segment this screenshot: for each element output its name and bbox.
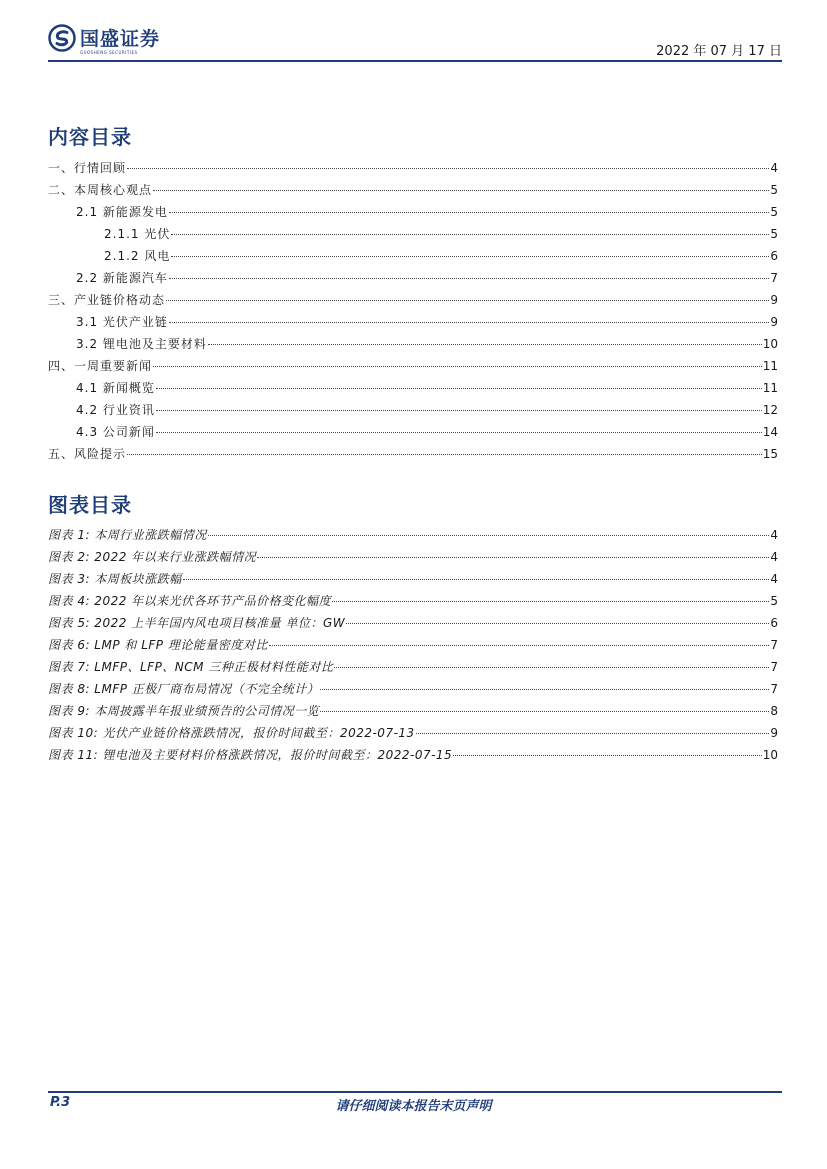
toc-leader — [156, 432, 762, 433]
figure-entry-page: 7 — [770, 682, 778, 696]
figure-entry[interactable] — [48, 612, 778, 634]
toc-entry[interactable] — [48, 179, 778, 201]
figure-entry-label: 图表 9: 本周披露半年报业绩预告的公司情况一览 — [48, 704, 320, 718]
toc-entry-label: 4.2 行业资讯 — [76, 403, 155, 417]
toc-entry-page: 9 — [770, 293, 778, 307]
toc-entry[interactable] — [48, 377, 778, 399]
figure-entry-page: 6 — [770, 616, 778, 630]
toc-entry[interactable] — [48, 399, 778, 421]
toc-entry-page: 14 — [762, 425, 778, 439]
figure-entry-label: 图表 5: 2022 上半年国内风电项目核准量 单位：GW — [48, 616, 346, 630]
figure-entry-page: 7 — [770, 660, 778, 674]
figure-entry-page: 4 — [770, 528, 778, 542]
figure-entry-page: 10 — [762, 748, 778, 762]
figure-entry[interactable] — [48, 524, 778, 546]
toc-leader — [153, 190, 769, 191]
toc-entry-label: 二、本周核心观点 — [48, 183, 153, 197]
figures-list — [48, 524, 778, 766]
figure-entry[interactable] — [48, 590, 778, 612]
toc-leader — [169, 212, 769, 213]
figure-entry-label: 图表 3: 本周板块涨跌幅 — [48, 572, 182, 586]
figure-entry[interactable] — [48, 656, 778, 678]
figure-entry-label: 图表 10: 光伏产业链价格涨跌情况，报价时间截至：2022-07-13 — [48, 726, 415, 740]
figure-entry[interactable] — [48, 678, 778, 700]
toc-entry[interactable] — [48, 443, 778, 465]
figure-entry[interactable] — [48, 722, 778, 744]
toc-entry[interactable] — [48, 245, 778, 267]
toc-entry-label: 3.2 锂电池及主要材料 — [76, 337, 207, 351]
toc-leader — [334, 667, 769, 668]
toc-entry[interactable] — [48, 267, 778, 289]
toc-entry-page: 15 — [762, 447, 778, 461]
contents-list — [48, 157, 778, 465]
toc-entry-label: 四、一周重要新闻 — [48, 359, 153, 373]
toc-leader — [346, 623, 769, 624]
toc-leader — [171, 234, 769, 235]
toc-leader — [257, 557, 769, 558]
toc-leader — [320, 711, 769, 712]
toc-entry-page: 9 — [770, 315, 778, 329]
figure-entry-page: 5 — [770, 594, 778, 608]
figure-entry-label: 图表 8: LMFP 正极厂商布局情况（不完全统计） — [48, 682, 320, 696]
toc-entry-label: 2.1.2 风电 — [104, 249, 171, 263]
figures-title: 图表目录 — [48, 493, 132, 517]
toc-leader — [156, 388, 762, 389]
header-divider — [48, 60, 782, 62]
figure-entry-page: 4 — [770, 550, 778, 564]
toc-leader — [156, 410, 762, 411]
toc-leader — [208, 535, 770, 536]
toc-entry-label: 一、行情回顾 — [48, 161, 127, 175]
toc-entry-page: 5 — [770, 205, 778, 219]
contents-title: 内容目录 — [48, 125, 132, 149]
toc-leader — [332, 601, 769, 602]
brand-subtitle: GUOSHENG SECURITIES — [80, 50, 138, 55]
toc-entry[interactable] — [48, 421, 778, 443]
toc-entry-label: 2.1.1 光伏 — [104, 227, 171, 241]
toc-leader — [166, 300, 769, 301]
toc-entry-label: 4.1 新闻概览 — [76, 381, 155, 395]
toc-leader — [169, 322, 769, 323]
toc-entry[interactable] — [48, 157, 778, 179]
toc-entry-label: 2.1 新能源发电 — [76, 205, 168, 219]
toc-leader — [171, 256, 769, 257]
toc-entry-label: 2.2 新能源汽车 — [76, 271, 168, 285]
page-number: P.3 — [50, 1095, 71, 1110]
toc-leader — [416, 733, 770, 734]
figure-entry-label: 图表 1: 本周行业涨跌幅情况 — [48, 528, 207, 542]
figure-entry[interactable] — [48, 744, 778, 766]
toc-entry-page: 4 — [770, 161, 778, 175]
toc-entry-page: 11 — [762, 381, 778, 395]
toc-leader — [169, 278, 769, 279]
toc-entry[interactable] — [48, 311, 778, 333]
figure-entry-label: 图表 4: 2022 年以来光伏各环节产品价格变化幅度 — [48, 594, 332, 608]
report-date: 2022 年 07 月 17 日 — [656, 44, 782, 59]
toc-leader — [127, 454, 762, 455]
toc-entry-label: 4.3 公司新闻 — [76, 425, 155, 439]
figure-entry-label: 图表 2: 2022 年以来行业涨跌幅情况 — [48, 550, 257, 564]
toc-entry[interactable] — [48, 333, 778, 355]
toc-leader — [269, 645, 770, 646]
toc-entry-page: 11 — [762, 359, 778, 373]
toc-entry[interactable] — [48, 201, 778, 223]
figure-entry-page: 9 — [770, 726, 778, 740]
toc-entry-page: 7 — [770, 271, 778, 285]
toc-leader — [153, 366, 762, 367]
figure-entry[interactable] — [48, 700, 778, 722]
toc-entry-label: 3.1 光伏产业链 — [76, 315, 168, 329]
figure-entry-page: 4 — [770, 572, 778, 586]
page-header — [48, 22, 782, 62]
figure-entry[interactable] — [48, 546, 778, 568]
footer-divider — [48, 1091, 782, 1093]
figure-entry-page: 8 — [770, 704, 778, 718]
toc-entry-page: 5 — [770, 183, 778, 197]
toc-entry-page: 12 — [762, 403, 778, 417]
toc-entry[interactable] — [48, 355, 778, 377]
toc-entry-page: 6 — [770, 249, 778, 263]
toc-entry[interactable] — [48, 223, 778, 245]
figure-entry-page: 7 — [770, 638, 778, 652]
toc-entry-page: 10 — [762, 337, 778, 351]
figure-entry[interactable] — [48, 634, 778, 656]
toc-leader — [208, 344, 762, 345]
toc-leader — [320, 689, 769, 690]
toc-entry-page: 5 — [770, 227, 778, 241]
toc-entry-label: 五、风险提示 — [48, 447, 127, 461]
figure-entry-label: 图表 6: LMP 和 LFP 理论能量密度对比 — [48, 638, 268, 652]
toc-leader — [127, 168, 769, 169]
figure-entry[interactable] — [48, 568, 778, 590]
brand-logo — [48, 22, 198, 62]
figure-entry-label: 图表 11: 锂电池及主要材料价格涨跌情况，报价时间截至：2022-07-15 — [48, 748, 453, 762]
toc-entry-label: 三、产业链价格动态 — [48, 293, 166, 307]
toc-leader — [183, 579, 770, 580]
toc-entry[interactable] — [48, 289, 778, 311]
disclaimer-note: 请仔细阅读本报告末页声明 — [335, 1099, 492, 1114]
toc-leader — [453, 755, 762, 756]
brand-logo-icon — [48, 24, 76, 52]
figure-entry-label: 图表 7: LMFP、LFP、NCM 三种正极材料性能对比 — [48, 660, 334, 674]
brand-name: 国盛证券 — [80, 28, 161, 50]
